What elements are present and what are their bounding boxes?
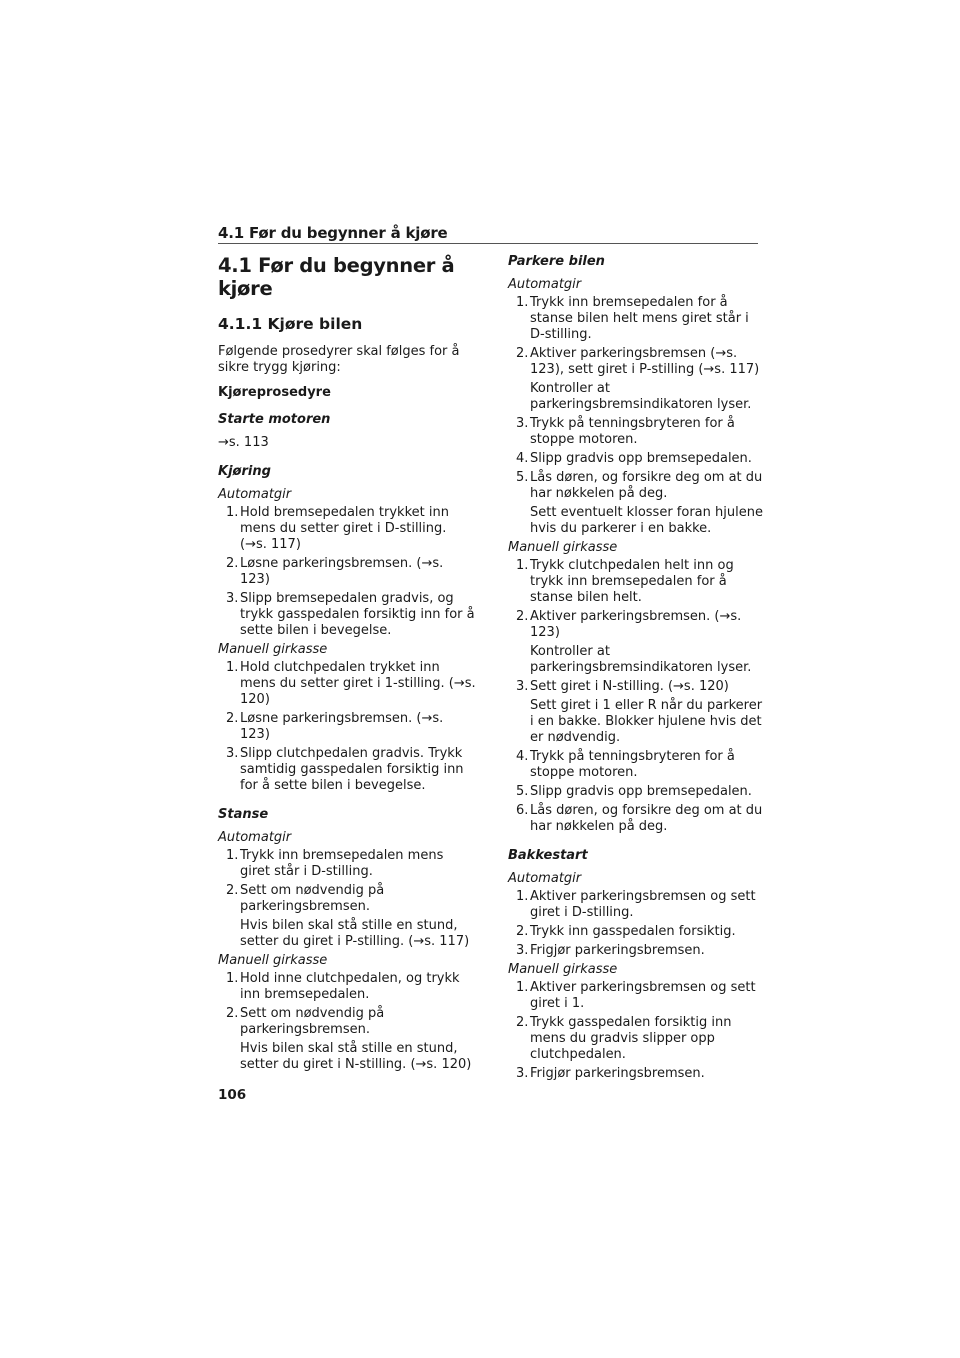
list-item [218, 556, 476, 588]
header-divider [218, 243, 758, 244]
list-item-text: Hold bremsepedalen trykket inn mens du setter giret i D-stilling. (→s. 117) [240, 505, 449, 552]
stop-auto-label: Automatgir [218, 830, 292, 845]
list-item-text: Løsne parkeringsbremsen. (→s. 123) [240, 556, 444, 587]
list-item [218, 746, 476, 794]
list-item-number: 1. [516, 558, 529, 573]
stop-manual-label: Manuell girkasse [218, 953, 328, 968]
list-item-number: 2. [226, 556, 239, 571]
list-item-text: Frigjør parkeringsbremsen. [530, 1066, 705, 1081]
list-item [508, 470, 764, 537]
list-item-note: Kontroller at parkeringsbremsindikatoren lyser. [530, 644, 752, 675]
list-item [508, 980, 764, 1012]
list-item-number: 1. [226, 505, 239, 520]
park-manual-list [508, 558, 764, 835]
list-item [218, 883, 476, 950]
list-item-number: 3. [226, 746, 239, 761]
list-item-number: 3. [516, 679, 529, 694]
list-item [218, 971, 476, 1003]
list-item-text: Slipp clutchpedalen gradvis. Trykk samtidig gasspedalen forsiktig inn for å sette bilen i bevegelse. [240, 746, 464, 793]
procedure-title: Kjøreprosedyre [218, 385, 331, 400]
list-item-text: Aktiver parkeringsbremsen (→s. 123), sett giret i P-stilling (→s. 117) [530, 346, 760, 377]
list-item-text: Sett om nødvendig på parkeringsbremsen. [240, 883, 385, 914]
running-header: 4.1 Før du begynner å kjøre [218, 224, 448, 242]
list-item-text: Hold clutchpedalen trykket inn mens du setter giret i 1-stilling. (→s. 120) [240, 660, 476, 707]
park-manual-label: Manuell girkasse [508, 540, 618, 555]
driving-manual-label: Manuell girkasse [218, 642, 328, 657]
list-item [218, 848, 476, 880]
list-item-text: Trykk på tenningsbryteren for å stoppe motoren. [530, 416, 735, 447]
list-item-text: Trykk inn bremsepedalen for å stanse bilen helt mens giret står i D-stilling. [530, 295, 749, 342]
list-item-number: 2. [226, 883, 239, 898]
list-item-number: 6. [516, 803, 529, 818]
list-item-note: Kontroller at parkeringsbremsindikatoren lyser. [530, 381, 752, 412]
section-heading: 4.1 Før du begynner å kjøre [218, 254, 455, 300]
list-item [218, 505, 476, 553]
start-engine-ref: →s. 113 [218, 435, 269, 450]
list-item [218, 711, 476, 743]
list-item [508, 346, 764, 413]
list-item-number: 5. [516, 470, 529, 485]
list-item [508, 679, 764, 746]
list-item-number: 2. [226, 1006, 239, 1021]
hill-auto-label: Automatgir [508, 871, 582, 886]
list-item [508, 1066, 764, 1082]
list-item-number: 1. [516, 980, 529, 995]
driving-auto-label: Automatgir [218, 487, 292, 502]
list-item [508, 558, 764, 606]
list-item-number: 1. [226, 848, 239, 863]
list-item-text: Aktiver parkeringsbremsen og sett giret i 1. [530, 980, 756, 1011]
list-item-text: Lås døren, og forsikre deg om at du har nøkkelen på deg. [530, 470, 763, 501]
list-item [218, 660, 476, 708]
list-item-number: 1. [226, 660, 239, 675]
driving-manual-list [218, 660, 476, 794]
park-title: Parkere bilen [508, 254, 605, 269]
hill-auto-list [508, 889, 764, 959]
list-item-text: Trykk inn bremsepedalen mens giret står i D-stilling. [240, 848, 444, 879]
list-item-number: 3. [516, 1066, 529, 1081]
list-item [508, 295, 764, 343]
list-item [508, 784, 764, 800]
subsection-heading: 4.1.1 Kjøre bilen [218, 315, 363, 333]
page-number: 106 [218, 1087, 247, 1103]
list-item-number: 1. [226, 971, 239, 986]
list-item-note: Sett eventuelt klosser foran hjulene hvis du parkerer i en bakke. [530, 505, 763, 536]
list-item-number: 2. [516, 609, 529, 624]
driving-auto-list [218, 505, 476, 639]
right-column [508, 254, 764, 1085]
list-item-text: Lås døren, og forsikre deg om at du har nøkkelen på deg. [530, 803, 763, 834]
intro-text: Følgende prosedyrer skal følges for å sikre trygg kjøring: [218, 344, 460, 375]
start-engine-title: Starte motoren [218, 412, 331, 427]
list-item-text: Sett om nødvendig på parkeringsbremsen. [240, 1006, 385, 1037]
list-item-text: Løsne parkeringsbremsen. (→s. 123) [240, 711, 444, 742]
list-item [508, 943, 764, 959]
list-item [508, 609, 764, 676]
list-item-number: 1. [516, 889, 529, 904]
list-item [508, 749, 764, 781]
list-item-text: Trykk clutchpedalen helt inn og trykk inn bremsepedalen for å stanse bilen helt. [530, 558, 734, 605]
left-column [218, 254, 476, 1076]
list-item-number: 3. [516, 416, 529, 431]
stop-manual-list [218, 971, 476, 1073]
hill-start-title: Bakkestart [508, 848, 588, 863]
list-item-text: Slipp gradvis opp bremsepedalen. [530, 451, 752, 466]
list-item [218, 591, 476, 639]
park-auto-list [508, 295, 764, 537]
list-item-text: Slipp gradvis opp bremsepedalen. [530, 784, 752, 799]
list-item-text: Slipp bremsepedalen gradvis, og trykk gasspedalen forsiktig inn for å sette bilen i bevegelse. [240, 591, 475, 638]
list-item [218, 1006, 476, 1073]
list-item [508, 924, 764, 940]
list-item-text: Trykk gasspedalen forsiktig inn mens du gradvis slipper opp clutchpedalen. [530, 1015, 732, 1062]
list-item-text: Frigjør parkeringsbremsen. [530, 943, 705, 958]
list-item-number: 2. [516, 346, 529, 361]
list-item-note: Hvis bilen skal stå stille en stund, setter du giret i P-stilling. (→s. 117) [240, 918, 470, 949]
list-item [508, 451, 764, 467]
list-item-text: Aktiver parkeringsbremsen. (→s. 123) [530, 609, 742, 640]
list-item-number: 4. [516, 451, 529, 466]
list-item-number: 3. [516, 943, 529, 958]
list-item-number: 3. [226, 591, 239, 606]
list-item-text: Hold inne clutchpedalen, og trykk inn bremsepedalen. [240, 971, 460, 1002]
list-item-number: 2. [226, 711, 239, 726]
hill-manual-label: Manuell girkasse [508, 962, 618, 977]
list-item-number: 5. [516, 784, 529, 799]
list-item [508, 1015, 764, 1063]
hill-manual-list [508, 980, 764, 1082]
list-item-note: Sett giret i 1 eller R når du parkerer i en bakke. Blokker hjulene hvis det er nødvendig. [530, 698, 763, 745]
park-auto-label: Automatgir [508, 277, 582, 292]
list-item-text: Trykk inn gasspedalen forsiktig. [530, 924, 736, 939]
stop-title: Stanse [218, 807, 269, 822]
list-item-number: 2. [516, 1015, 529, 1030]
driving-title: Kjøring [218, 464, 271, 479]
stop-auto-list [218, 848, 476, 950]
list-item-number: 4. [516, 749, 529, 764]
list-item-text: Aktiver parkeringsbremsen og sett giret i D-stilling. [530, 889, 756, 920]
list-item-number: 2. [516, 924, 529, 939]
list-item-note: Hvis bilen skal stå stille en stund, setter du giret i N-stilling. (→s. 120) [240, 1041, 472, 1072]
list-item [508, 416, 764, 448]
list-item-text: Sett giret i N-stilling. (→s. 120) [530, 679, 729, 694]
list-item-number: 1. [516, 295, 529, 310]
list-item [508, 803, 764, 835]
list-item [508, 889, 764, 921]
list-item-text: Trykk på tenningsbryteren for å stoppe motoren. [530, 749, 735, 780]
